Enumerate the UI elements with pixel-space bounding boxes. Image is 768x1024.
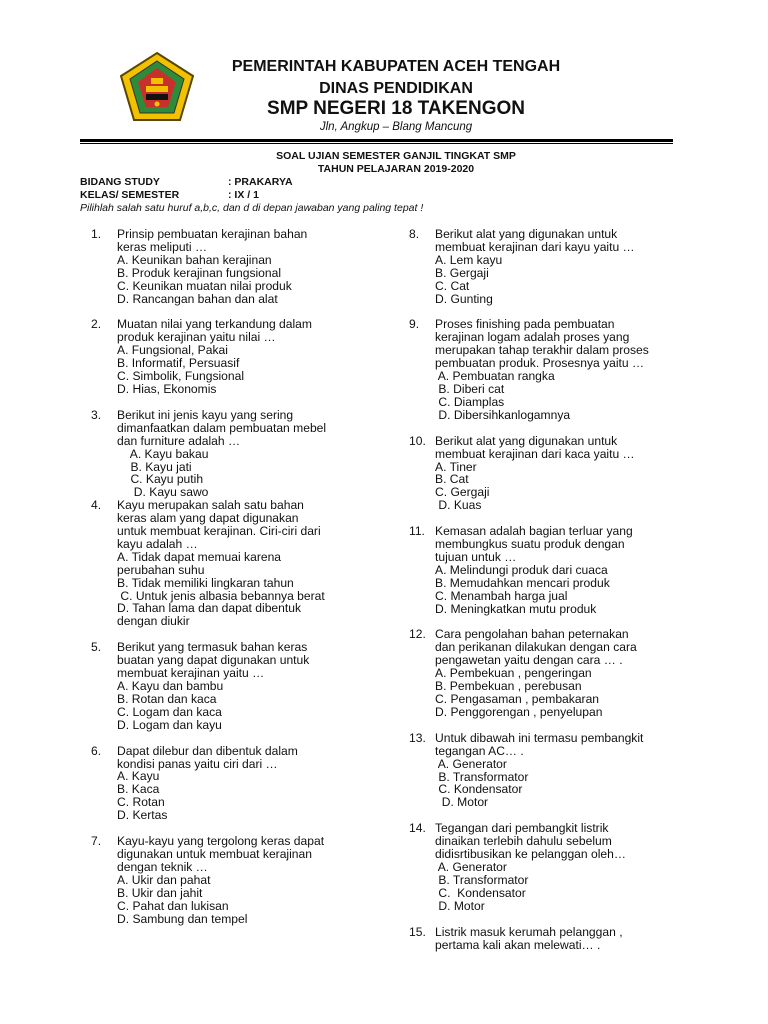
answer-option: D. Kuas [435,498,482,513]
question-text-line: tujuan untuk … [435,549,517,564]
question-text-line: Dapat dilebur dan dibentuk dalam [117,743,298,758]
subject-label: BIDANG STUDY [80,176,160,188]
question-item [409,732,699,809]
question-text-line: dengan teknik … [117,859,208,874]
answer-option: C. Cat [435,278,470,293]
exam-year: TAHUN PELAJARAN 2019-2020 [317,163,475,175]
question-text-line: Kayu-kayu yang tergolong keras dapat [117,834,325,849]
question-item [91,835,381,925]
answer-option: A. Kayu bakau [117,446,209,461]
answer-option: A. Generator [435,756,507,771]
answer-option: B. Kaca [117,782,160,797]
answer-option: dengan diukir [117,614,190,629]
question-text-line: dan perikanan dilakukan dengan cara [435,640,637,655]
answer-option: A. Ukir dan pahat [117,872,211,887]
question-text-line: Muatan nilai yang terkandung dalam [117,317,312,332]
question-number: 15. [409,924,426,939]
questions-left-column [91,228,381,925]
question-text-line: kondisi panas yaitu ciri dari … [117,756,278,771]
question-text-line: kerajinan logam adalah proses yang [435,330,630,345]
answer-option: C. Pahat dan lukisan [117,898,229,913]
answer-option: A. Tiner [435,459,477,474]
regency-emblem-logo [118,50,196,124]
government-heading: PEMERINTAH KABUPATEN ACEH TENGAH [231,58,561,75]
class-row [80,189,259,201]
question-number: 3. [91,407,102,422]
question-item [91,228,381,305]
answer-option: D. Motor [435,795,489,810]
answer-option: C. Keunikan muatan nilai produk [117,278,292,293]
question-text-line: Kemasan adalah bagian terluar yang [435,524,633,539]
question-number: 9. [409,317,420,332]
question-text-line: tegangan AC… . [435,743,524,758]
question-text-line: dimanfaatkan dalam pembuatan mebel [117,420,327,435]
question-text-line: Listrik masuk kerumah pelanggan , [435,924,623,939]
question-text-line: Berikut yang termasuk bahan keras [117,640,308,655]
question-text-line: membuat kerajinan yaitu … [117,666,265,681]
question-number: 6. [91,743,102,758]
answer-option: C. Gergaji [435,485,490,500]
question-item [409,228,699,305]
answer-option: B. Transformator [435,769,529,784]
question-text-line: pertama kali akan melewati… . [435,937,601,952]
question-text-line: membuat kerajinan dari kaca yaitu … [435,446,635,461]
question-number: 8. [409,227,420,241]
subject-row [80,176,293,188]
question-text-line: dan furniture adalah … [117,433,241,448]
questions-right-column [409,228,699,951]
answer-option: D. Tahan lama dan dapat dibentuk [117,601,302,616]
department-heading: DINAS PENDIDIKAN [319,80,473,97]
answer-option: D. Logam dan kayu [117,717,222,732]
question-text-line: pembuatan produk. Prosesnya yaitu … [435,356,645,371]
question-text-line: produk kerajinan yaitu nilai … [117,330,276,345]
answer-option: B. Transformator [435,872,529,887]
answer-option: A. Tidak dapat memuai karena [117,549,282,564]
question-number: 4. [91,498,102,513]
question-item [91,499,381,628]
answer-option: A. Generator [435,859,507,874]
school-name: SMP NEGERI 18 TAKENGON [267,98,525,119]
answer-option: D. Motor [435,898,485,913]
question-item [91,409,381,499]
answer-option: D. Kayu sawo [117,485,209,500]
question-text-line: Kayu merupakan salah satu bahan [117,498,304,513]
answer-option: B. Tidak memiliki lingkaran tahun [117,575,294,590]
question-number: 1. [91,227,102,241]
answer-option: B. Pembekuan , perebusan [435,679,582,694]
question-item [409,822,699,912]
answer-option: B. Informatif, Persuasif [117,356,240,371]
answer-option: B. Cat [435,472,469,487]
question-text-line: buatan yang dapat digunakan untuk [117,653,310,668]
answer-option: D. Sambung dan tempel [117,911,248,926]
answer-option: B. Memudahkan mencari produk [435,575,610,590]
answer-option: C. Untuk jenis albasia bebannya berat [117,588,325,603]
exam-title: SOAL UJIAN SEMESTER GANJIL TINGKAT SMP [276,150,516,162]
question-number: 14. [409,821,426,836]
question-text-line: pengawetan yaitu dengan cara … . [435,653,623,668]
question-text-line: keras alam yang dapat digunakan [117,511,299,526]
question-number: 7. [91,834,102,849]
answer-option: D. Kertas [117,808,168,823]
question-text-line: untuk membuat kerajinan. Ciri-ciri dari [117,524,321,539]
question-text-line: Untuk dibawah ini termasu pembangkit [435,730,644,745]
question-text-line: Berikut alat yang digunakan untuk [435,433,618,448]
question-item [91,745,381,822]
answer-option: C. Rotan [117,795,165,810]
answer-option: C. Menambah harga jual [435,588,568,603]
answer-option: B. Ukir dan jahit [117,885,203,900]
answer-option: C. Kondensator [435,885,526,900]
question-item [91,318,381,395]
answer-option: C. Kayu putih [117,472,204,487]
question-text-line: kayu adalah … [117,536,198,551]
question-item [409,525,699,615]
question-text-line: Prinsip pembuatan kerajinan bahan [117,227,308,241]
answer-option: B. Diberi cat [435,381,505,396]
answer-option: A. Pembuatan rangka [435,369,555,384]
question-number: 13. [409,730,426,745]
answer-option: B. Produk kerajinan fungsional [117,265,282,280]
question-text-line: merupakan tahap terakhir dalam proses [435,343,649,358]
question-text-line: Proses finishing pada pembuatan [435,317,615,332]
question-text-line: didisrtibusikan ke pelanggan oleh… [435,847,626,862]
question-text-line: Berikut alat yang digunakan untuk [435,227,618,241]
header-divider-thin [80,143,673,144]
answer-option: B. Kayu jati [117,459,192,474]
question-number: 10. [409,433,426,448]
answer-option: A. Kayu dan bambu [117,679,224,693]
answer-option: D. Rancangan bahan dan alat [117,291,278,306]
question-number: 11. [409,524,425,539]
answer-option: A. Lem kayu [435,252,503,267]
question-item [409,318,699,421]
answer-option: C. Simbolik, Fungsional [117,369,245,384]
question-text-line: digunakan untuk membuat kerajinan [117,846,312,861]
answer-option: D. Dibersihkanlogamnya [435,407,571,422]
answer-option: B. Rotan dan kaca [117,691,217,706]
answer-option: A. Fungsional, Pakai [117,343,228,358]
question-text-line: membungkus suatu produk dengan [435,537,625,552]
question-item [409,435,699,512]
header-divider-thick [80,139,673,142]
question-number: 5. [91,640,102,655]
answer-option: C. Diamplas [435,394,505,409]
question-number: 2. [91,317,102,332]
question-text-line: Berikut ini jenis kayu yang sering [117,407,294,422]
answer-option: C. Pengasaman , pembakaran [435,692,600,706]
question-item [409,926,699,952]
answer-option: perubahan suhu [117,562,205,577]
answer-option: A. Kayu [117,769,160,784]
answer-option: B. Gergaji [435,265,489,280]
answer-option: D. Penggorengan , penyelupan [435,704,603,719]
question-text-line: Cara pengolahan bahan peternakan [435,627,629,642]
answer-option: D. Meningkatkan mutu produk [435,601,597,616]
class-label: KELAS/ SEMESTER [80,189,180,201]
question-number: 12. [409,627,426,642]
answer-option: A. Pembekuan , pengeringan [435,666,592,681]
question-item [91,641,381,731]
subject-value: : PRAKARYA [228,176,293,188]
answer-option: D. Gunting [435,291,493,306]
question-text-line: Tegangan dari pembangkit listrik [435,821,609,836]
question-text-line: dinaikan terlebih dahulu sebelum [435,834,612,849]
answer-option: A. Melindungi produk dari cuaca [435,562,608,577]
school-address: Jln, Angkup – Blang Mancung [319,121,473,133]
question-text-line: membuat kerajinan dari kayu yaitu … [435,239,635,254]
answer-option: A. Keunikan bahan kerajinan [117,252,272,267]
answer-option: D. Hias, Ekonomis [117,381,217,396]
answer-option: C. Kondensator [435,782,523,797]
exam-instruction: Pilihlah salah satu huruf a,b,c, dan d di depan jawaban yang paling tepat ! [80,202,424,214]
question-item [409,628,699,718]
question-text-line: keras meliputi … [117,239,208,254]
answer-option: C. Logam dan kaca [117,704,222,719]
class-value: : IX / 1 [228,189,259,201]
